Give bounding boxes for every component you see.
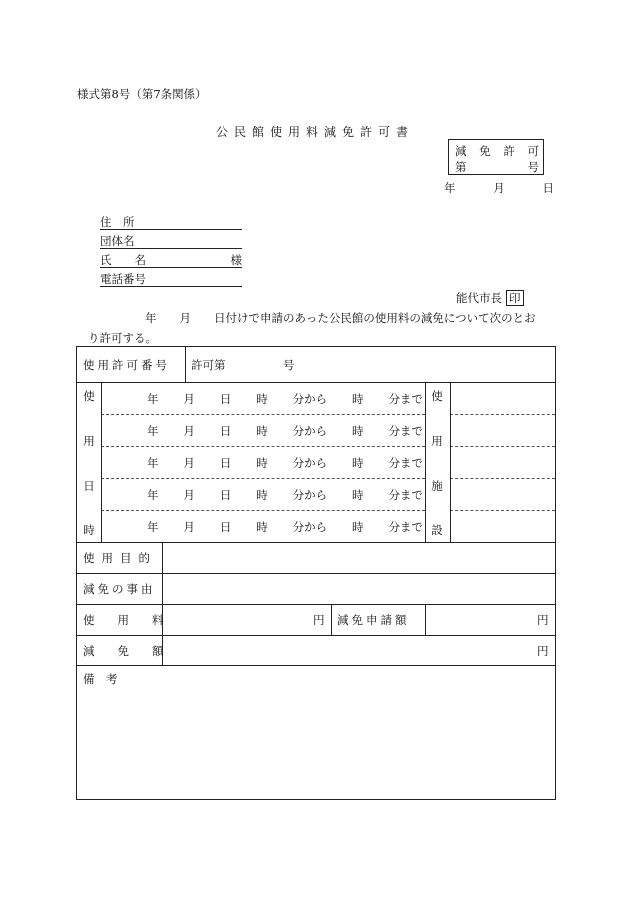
request-amount-yen: 円 [537, 613, 549, 627]
dashed-divider [450, 478, 555, 479]
time-row[interactable]: 年 月 日 時 分から 時 分まで [147, 456, 423, 470]
facility-char: 用 [431, 434, 443, 448]
time-row[interactable]: 年 月 日 時 分から 時 分まで [147, 392, 423, 406]
row-divider [77, 635, 555, 636]
body-text-line1: 年 月 日付けで申請のあった公民館の使用料の減免について次のとお [145, 311, 536, 325]
fee-label: 使 用 料 [83, 613, 164, 627]
address-field[interactable] [100, 214, 242, 230]
name-suffix: 様 [230, 253, 242, 267]
permit-number-box [448, 139, 544, 175]
body-text-line2: り許可する。 [88, 331, 157, 345]
permit-number-value[interactable]: 許可第 号 [191, 358, 295, 372]
facility-char: 施 [431, 479, 443, 493]
form-number: 様式第8号（第7条関係） [77, 87, 207, 101]
time-row[interactable]: 年 月 日 時 分から 時 分まで [147, 488, 423, 502]
permit-table [76, 346, 556, 800]
remarks-label: 備 考 [83, 672, 118, 686]
issuer [456, 290, 524, 306]
permit-box-line2: 第 号 [455, 160, 539, 174]
row-divider [77, 665, 555, 666]
dashed-divider [101, 414, 425, 415]
exempt-amount-yen: 円 [537, 644, 549, 658]
group-field[interactable] [100, 233, 242, 249]
col-divider [101, 382, 102, 542]
seal-mark: 印 [506, 290, 524, 306]
col-divider [331, 604, 332, 635]
phone-label: 電話番号 [100, 272, 146, 286]
dashed-divider [450, 510, 555, 511]
name-field[interactable] [100, 252, 242, 268]
use-datetime-char: 日 [83, 479, 95, 493]
issue-date: 年 月 日 [444, 181, 554, 195]
purpose-label: 使用目的 [83, 551, 157, 565]
col-divider [450, 382, 451, 542]
fee-yen: 円 [313, 613, 325, 627]
dashed-divider [450, 414, 555, 415]
facility-char: 設 [431, 523, 443, 537]
permit-box-line1: 減 免 許 可 [455, 144, 539, 158]
col-divider [425, 382, 426, 542]
use-datetime-char: 使 [83, 389, 95, 403]
time-row[interactable]: 年 月 日 時 分から 時 分まで [147, 520, 423, 534]
document-title: 公民館使用料減免許可書 [215, 125, 414, 139]
use-datetime-char: 用 [83, 434, 95, 448]
permit-number-label: 使用許可番号 [83, 358, 170, 372]
row-divider [77, 573, 555, 574]
time-row[interactable]: 年 月 日 時 分から 時 分まで [147, 424, 423, 438]
phone-field[interactable] [100, 271, 242, 287]
dashed-divider [101, 446, 425, 447]
dashed-divider [101, 510, 425, 511]
col-divider [425, 604, 426, 635]
use-datetime-char: 時 [83, 523, 95, 537]
dashed-divider [101, 478, 425, 479]
row-divider [77, 604, 555, 605]
request-amount-label: 減免申請額 [337, 613, 410, 627]
row-divider [77, 382, 555, 383]
group-label: 団体名 [100, 234, 135, 248]
name-label: 氏 名 [100, 253, 146, 267]
dashed-divider [450, 446, 555, 447]
reason-label: 減免の事由 [83, 582, 156, 596]
col-divider [185, 347, 186, 382]
exempt-amount-label: 減 免 額 [83, 644, 164, 658]
address-label: 住 所 [100, 215, 135, 229]
issuer-title: 能代市長 [456, 291, 502, 305]
facility-char: 使 [431, 389, 443, 403]
row-divider [77, 542, 555, 543]
